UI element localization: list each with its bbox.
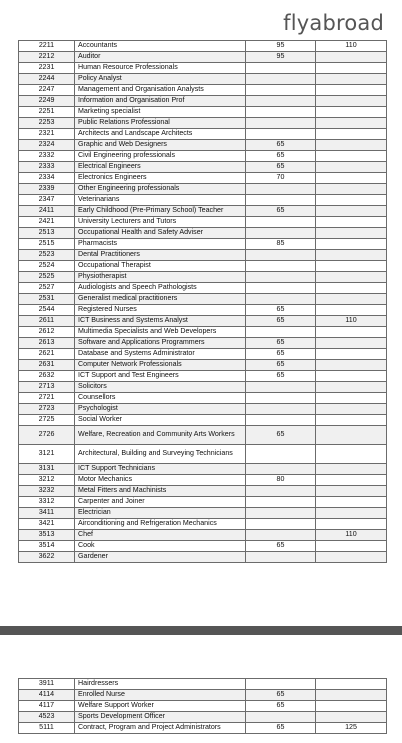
occupation-name-cell: Civil Engineering professionals [75,151,246,162]
score-column-2-cell [316,382,387,393]
table-row [19,107,387,118]
occupation-code-cell: 3514 [19,541,75,552]
score-column-1-cell [246,96,316,107]
occupation-name-cell: Contract, Program and Project Administrators [75,723,246,734]
table-row [19,151,387,162]
occupation-code-cell: 2231 [19,63,75,74]
score-column-2-cell [316,173,387,184]
score-column-1-cell: 95 [246,52,316,63]
occupation-code-cell: 2421 [19,217,75,228]
occupation-name-cell: ICT Support and Test Engineers [75,371,246,382]
occupation-name-cell: Welfare, Recreation and Community Arts Workers [75,426,246,445]
score-column-1-cell [246,393,316,404]
table-row [19,701,387,712]
occupation-table-page-1 [18,40,387,563]
score-column-1-cell [246,415,316,426]
occupation-name-cell: Occupational Therapist [75,261,246,272]
occupation-code-cell: 2524 [19,261,75,272]
table-row [19,294,387,305]
table-row [19,552,387,563]
score-column-1-cell: 65 [246,360,316,371]
occupation-name-cell: Auditor [75,52,246,63]
occupation-code-cell: 2531 [19,294,75,305]
occupation-code-cell: 2211 [19,41,75,52]
occupation-code-cell: 2632 [19,371,75,382]
occupation-code-cell: 3232 [19,486,75,497]
occupation-name-cell: Computer Network Professionals [75,360,246,371]
occupation-code-cell: 2515 [19,239,75,250]
occupation-name-cell: Psychologist [75,404,246,415]
score-column-2-cell [316,464,387,475]
occupation-code-cell: 2253 [19,118,75,129]
occupation-name-cell: Software and Applications Programmers [75,338,246,349]
occupation-code-cell: 2411 [19,206,75,217]
occupation-code-cell: 2251 [19,107,75,118]
occupation-name-cell: Management and Organisation Analysts [75,85,246,96]
table-row [19,272,387,283]
table-row [19,316,387,327]
occupation-code-cell: 3622 [19,552,75,563]
score-column-2-cell [316,162,387,173]
occupation-code-cell: 2612 [19,327,75,338]
occupation-code-cell: 2332 [19,151,75,162]
score-column-2-cell [316,63,387,74]
occupation-code-cell: 3513 [19,530,75,541]
table-row [19,404,387,415]
occupation-code-cell: 3411 [19,508,75,519]
score-column-2-cell [316,393,387,404]
occupation-name-cell: Carpenter and Joiner [75,497,246,508]
occupation-name-cell: Marketing specialist [75,107,246,118]
occupation-name-cell: Electrician [75,508,246,519]
occupation-name-cell: Graphic and Web Designers [75,140,246,151]
occupation-code-cell: 2249 [19,96,75,107]
table-row [19,393,387,404]
score-column-2-cell [316,96,387,107]
occupation-name-cell: Hairdressers [75,679,246,690]
occupation-name-cell: Dental Practitioners [75,250,246,261]
table-row [19,305,387,316]
score-column-1-cell: 65 [246,541,316,552]
occupation-code-cell: 2721 [19,393,75,404]
score-column-2-cell [316,52,387,63]
table-row [19,723,387,734]
occupation-code-cell: 2247 [19,85,75,96]
table-row [19,173,387,184]
occupation-code-cell: 4523 [19,712,75,723]
score-column-1-cell: 95 [246,41,316,52]
table-row [19,140,387,151]
table-row [19,475,387,486]
score-column-1-cell: 65 [246,316,316,327]
score-column-1-cell [246,250,316,261]
score-column-1-cell [246,85,316,96]
score-column-1-cell [246,404,316,415]
table-row [19,184,387,195]
table-row [19,382,387,393]
table-row [19,679,387,690]
score-column-2-cell [316,327,387,338]
score-column-2-cell [316,541,387,552]
occupation-code-cell: 2631 [19,360,75,371]
table-row [19,712,387,723]
occupation-name-cell: Social Worker [75,415,246,426]
score-column-2-cell [316,415,387,426]
occupation-name-cell: Chef [75,530,246,541]
score-column-2-cell [316,679,387,690]
occupation-code-cell: 2212 [19,52,75,63]
occupation-code-cell: 2334 [19,173,75,184]
score-column-2-cell [316,140,387,151]
score-column-1-cell [246,129,316,140]
occupation-code-cell: 2324 [19,140,75,151]
occupation-name-cell: Audiologists and Speech Pathologists [75,283,246,294]
score-column-2-cell [316,85,387,96]
table-row [19,261,387,272]
table-row [19,283,387,294]
score-column-2-cell [316,250,387,261]
score-column-1-cell: 65 [246,349,316,360]
score-column-1-cell [246,552,316,563]
occupation-name-cell: Electronics Engineers [75,173,246,184]
occupation-name-cell: Solicitors [75,382,246,393]
occupation-code-cell: 2723 [19,404,75,415]
occupation-name-cell: Multimedia Specialists and Web Developers [75,327,246,338]
occupation-code-cell: 4117 [19,701,75,712]
occupation-name-cell: Early Childhood (Pre-Primary School) Teacher [75,206,246,217]
occupation-name-cell: Cook [75,541,246,552]
occupation-name-cell: Registered Nurses [75,305,246,316]
score-column-1-cell [246,118,316,129]
score-column-2-cell: 110 [316,530,387,541]
score-column-1-cell: 65 [246,338,316,349]
score-column-2-cell: 125 [316,723,387,734]
score-column-1-cell [246,74,316,85]
table-row [19,541,387,552]
table-row [19,327,387,338]
score-column-2-cell [316,206,387,217]
table-row [19,519,387,530]
occupation-name-cell: Metal Fitters and Machinists [75,486,246,497]
score-column-1-cell [246,327,316,338]
occupation-name-cell: Airconditioning and Refrigeration Mechanics [75,519,246,530]
table-row [19,228,387,239]
score-column-1-cell: 65 [246,690,316,701]
table-row [19,690,387,701]
table-row [19,129,387,140]
occupation-name-cell: Welfare Support Worker [75,701,246,712]
score-column-1-cell [246,519,316,530]
score-column-1-cell [246,679,316,690]
occupation-code-cell: 2527 [19,283,75,294]
table-row [19,162,387,173]
occupation-name-cell: Policy Analyst [75,74,246,85]
occupation-name-cell: Gardener [75,552,246,563]
occupation-code-cell: 2347 [19,195,75,206]
score-column-2-cell [316,151,387,162]
table-row [19,464,387,475]
occupation-code-cell: 3131 [19,464,75,475]
occupation-code-cell: 2523 [19,250,75,261]
occupation-name-cell: Architectural, Building and Surveying Technicians [75,445,246,464]
occupation-code-cell: 2726 [19,426,75,445]
occupation-code-cell: 3911 [19,679,75,690]
table-row [19,118,387,129]
score-column-1-cell: 65 [246,206,316,217]
occupation-code-cell: 2713 [19,382,75,393]
score-column-1-cell: 65 [246,151,316,162]
score-column-2-cell [316,129,387,140]
score-column-2-cell [316,107,387,118]
occupation-code-cell: 2513 [19,228,75,239]
score-column-2-cell [316,184,387,195]
score-column-1-cell [246,294,316,305]
score-column-1-cell: 65 [246,371,316,382]
score-column-2-cell [316,552,387,563]
table-row [19,41,387,52]
table-row [19,426,387,445]
occupation-name-cell: Database and Systems Administrator [75,349,246,360]
table-row [19,74,387,85]
occupation-code-cell: 4114 [19,690,75,701]
table-row [19,217,387,228]
score-column-1-cell [246,228,316,239]
score-column-1-cell [246,382,316,393]
score-column-2-cell [316,74,387,85]
score-column-1-cell [246,712,316,723]
score-column-2-cell [316,404,387,415]
score-column-1-cell [246,272,316,283]
score-column-2-cell [316,360,387,371]
table-row [19,486,387,497]
table-row [19,415,387,426]
occupation-code-cell: 2621 [19,349,75,360]
score-column-2-cell [316,338,387,349]
score-column-1-cell: 65 [246,140,316,151]
score-column-2-cell: 110 [316,41,387,52]
occupation-code-cell: 2321 [19,129,75,140]
score-column-2-cell [316,519,387,530]
occupation-name-cell: Pharmacists [75,239,246,250]
score-column-2-cell [316,486,387,497]
score-column-2-cell [316,118,387,129]
score-column-1-cell: 80 [246,475,316,486]
table-row [19,360,387,371]
score-column-2-cell [316,195,387,206]
table-row [19,338,387,349]
score-column-2-cell [316,239,387,250]
score-column-1-cell [246,195,316,206]
occupation-name-cell: Motor Mechanics [75,475,246,486]
table-row [19,239,387,250]
occupation-name-cell: Sports Development Officer [75,712,246,723]
score-column-2-cell [316,261,387,272]
score-column-1-cell [246,464,316,475]
occupation-code-cell: 3312 [19,497,75,508]
score-column-2-cell [316,475,387,486]
score-column-1-cell [246,283,316,294]
occupation-name-cell: ICT Business and Systems Analyst [75,316,246,327]
score-column-1-cell: 65 [246,305,316,316]
table-row [19,497,387,508]
occupation-code-cell: 2244 [19,74,75,85]
occupation-name-cell: Accountants [75,41,246,52]
table-row [19,52,387,63]
occupation-code-cell: 5111 [19,723,75,734]
page-break-divider [0,626,402,635]
table-row [19,85,387,96]
occupation-name-cell: University Lecturers and Tutors [75,217,246,228]
score-column-2-cell [316,426,387,445]
occupation-code-cell: 2611 [19,316,75,327]
occupation-name-cell: Information and Organisation Prof [75,96,246,107]
score-column-2-cell [316,690,387,701]
table-row [19,371,387,382]
score-column-2-cell [316,283,387,294]
table-row [19,508,387,519]
score-column-1-cell: 65 [246,723,316,734]
score-column-1-cell [246,508,316,519]
occupation-code-cell: 2333 [19,162,75,173]
score-column-2-cell [316,217,387,228]
brand-logo-text: flyabroad [283,11,384,35]
occupation-name-cell: Physiotherapist [75,272,246,283]
occupation-name-cell: Electrical Engineers [75,162,246,173]
score-column-1-cell [246,497,316,508]
score-column-2-cell [316,371,387,382]
score-column-1-cell: 65 [246,701,316,712]
score-column-1-cell [246,261,316,272]
score-column-2-cell [316,712,387,723]
occupation-code-cell: 2544 [19,305,75,316]
occupation-code-cell: 3121 [19,445,75,464]
score-column-2-cell [316,445,387,464]
occupation-name-cell: Occupational Health and Safety Adviser [75,228,246,239]
score-column-1-cell [246,217,316,228]
score-column-1-cell [246,63,316,74]
occupation-code-cell: 3421 [19,519,75,530]
occupation-name-cell: Counsellors [75,393,246,404]
score-column-2-cell [316,272,387,283]
table-row [19,250,387,261]
score-column-1-cell: 70 [246,173,316,184]
occupation-code-cell: 3212 [19,475,75,486]
table-row [19,206,387,217]
score-column-1-cell [246,530,316,541]
score-column-1-cell [246,184,316,195]
score-column-1-cell [246,107,316,118]
score-column-2-cell [316,305,387,316]
score-column-1-cell: 65 [246,162,316,173]
table-row [19,530,387,541]
table-row [19,195,387,206]
score-column-2-cell [316,508,387,519]
score-column-2-cell [316,349,387,360]
occupation-table-page-2 [18,678,387,734]
occupation-name-cell: Architects and Landscape Architects [75,129,246,140]
score-column-2-cell [316,701,387,712]
table-row [19,63,387,74]
table-row [19,445,387,464]
score-column-1-cell [246,445,316,464]
occupation-name-cell: Generalist medical practitioners [75,294,246,305]
occupation-code-cell: 2725 [19,415,75,426]
score-column-1-cell [246,486,316,497]
occupation-name-cell: Other Engineering professionals [75,184,246,195]
occupation-name-cell: Veterinarians [75,195,246,206]
occupation-code-cell: 2613 [19,338,75,349]
score-column-2-cell [316,228,387,239]
occupation-name-cell: Public Relations Professional [75,118,246,129]
score-column-2-cell [316,497,387,508]
occupation-code-cell: 2525 [19,272,75,283]
table-row [19,349,387,360]
occupation-code-cell: 2339 [19,184,75,195]
score-column-2-cell: 110 [316,316,387,327]
occupation-name-cell: Human Resource Professionals [75,63,246,74]
occupation-name-cell: ICT Support Technicians [75,464,246,475]
score-column-2-cell [316,294,387,305]
score-column-1-cell: 65 [246,426,316,445]
occupation-name-cell: Enrolled Nurse [75,690,246,701]
score-column-1-cell: 85 [246,239,316,250]
table-row [19,96,387,107]
